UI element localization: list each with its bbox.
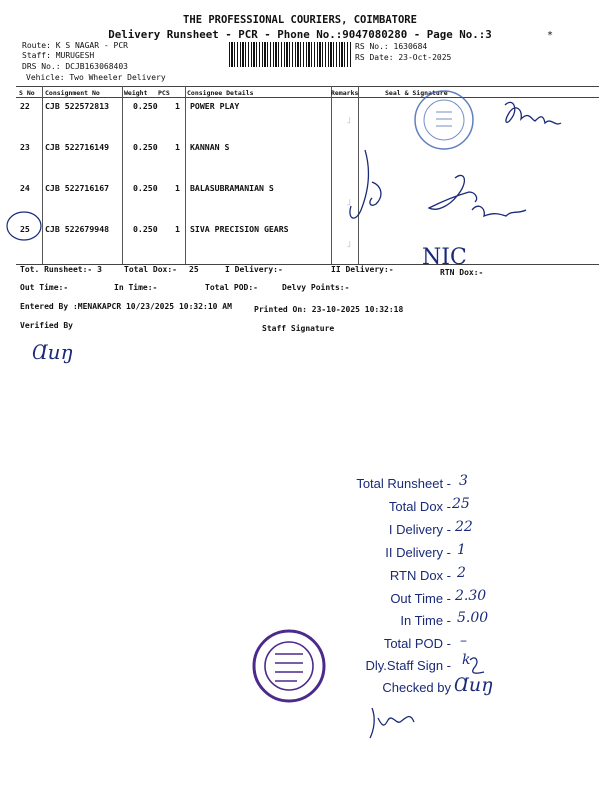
- summary-label: Dly.Staff Sign -: [365, 658, 451, 673]
- total-dox-label: Total Dox:-: [124, 265, 177, 274]
- row-consignment: CJB 522716149: [45, 142, 110, 152]
- total-dox-value: 25: [189, 265, 199, 274]
- row-consignee: KANNAN S: [190, 142, 230, 152]
- runsheet-subtitle: Delivery Runsheet - PCR - Phone No.:9047080280 - Page No.:3: [108, 28, 492, 41]
- summary-label: Out Time -: [390, 591, 451, 606]
- col-header-seal: Seal & Signature: [385, 89, 448, 97]
- row-sno: 25: [20, 224, 30, 234]
- summary-value: 5.00: [457, 610, 489, 626]
- out-time-label: Out Time:-: [20, 283, 69, 292]
- summary-value: 25: [452, 496, 470, 512]
- company-title: THE PROFESSIONAL COURIERS, COIMBATORE: [183, 14, 417, 26]
- total-pod-label: Total POD:-: [205, 283, 258, 292]
- remark-mark: ˩: [346, 240, 352, 250]
- signature-mark: [370, 708, 414, 738]
- row-weight: 0.250: [133, 142, 158, 152]
- row-consignee: BALASUBRAMANIAN S: [190, 183, 274, 193]
- rtn-dox-label: RTN Dox:-: [440, 268, 484, 277]
- printed-on: Printed On: 23-10-2025 10:32:18: [254, 305, 404, 314]
- drs-number: DRS No.: DCJB163068403: [22, 62, 128, 71]
- row-consignment: CJB 522716167: [45, 183, 110, 193]
- col-header-consignee: Consignee Details: [187, 89, 254, 97]
- summary-value: 1: [457, 542, 466, 558]
- row-consignment: CJB 522679948: [45, 224, 110, 234]
- summary-value: 2.30: [455, 588, 487, 604]
- summary-label: Checked by: [382, 680, 451, 695]
- row-pcs: 1: [175, 142, 180, 152]
- summary-value: 22: [455, 519, 473, 535]
- row-consignee: POWER PLAY: [190, 101, 240, 111]
- rs-date: RS Date: 23-Oct-2025: [355, 53, 452, 62]
- tot-runsheet: Tot. Runsheet:- 3: [20, 265, 102, 274]
- route-label: Route: K S NAGAR - PCR: [22, 41, 128, 50]
- nic-handwriting: NIC: [422, 245, 467, 270]
- entered-by: Entered By :MENAKAPCR 10/23/2025 10:32:10 AM: [20, 302, 232, 311]
- row-sno: 23: [20, 142, 30, 152]
- col-header-consignment: Consignment No: [45, 89, 100, 97]
- delvy-points-label: Delvy Points:-: [282, 283, 350, 292]
- row-weight: 0.250: [133, 183, 158, 193]
- row-weight: 0.250: [133, 101, 158, 111]
- summary-value: 3: [459, 473, 468, 489]
- row-pcs: 1: [175, 183, 180, 193]
- summary-value: Ɑuŋ: [454, 674, 494, 696]
- staff-label: Staff: MURUGESH: [22, 51, 95, 60]
- summary-label: II Delivery -: [385, 545, 451, 560]
- remark-mark: ˩: [346, 198, 352, 208]
- i-delivery-label: I Delivery:-: [225, 265, 283, 274]
- remark-mark: ˩: [346, 116, 352, 126]
- summary-value: 2: [457, 565, 466, 581]
- row-weight: 0.250: [133, 224, 158, 234]
- summary-label: Total Runsheet -: [356, 476, 451, 491]
- summary-label: Total POD -: [383, 636, 451, 651]
- col-header-weight: Weight: [124, 89, 148, 97]
- summary-label: I Delivery -: [388, 522, 451, 537]
- summary-value: k: [462, 652, 471, 668]
- verified-by-label: Verified By: [20, 321, 73, 330]
- verified-initials: Ɑuŋ: [32, 340, 74, 364]
- col-header-sno: S No: [19, 89, 35, 97]
- circle-mark: [7, 212, 41, 240]
- signature-mark: [505, 102, 561, 124]
- row-consignment: CJB 522572813: [45, 101, 110, 111]
- row-consignee: SIVA PRECISION GEARS: [190, 224, 289, 234]
- row-sno: 22: [20, 101, 30, 111]
- row-sno: 24: [20, 183, 30, 193]
- signature-mark: [470, 658, 484, 673]
- signature-mark: [350, 150, 381, 218]
- signature-mark: [472, 206, 526, 216]
- col-header-remarks: Remarks: [331, 89, 359, 97]
- summary-value: –: [460, 633, 467, 649]
- vehicle-label: Vehicle: Two Wheeler Delivery: [26, 73, 166, 82]
- col-header-pcs: PCS: [158, 89, 170, 97]
- signature-mark: [429, 175, 477, 209]
- seal-stamp: [415, 91, 473, 149]
- in-time-label: In Time:-: [114, 283, 158, 292]
- row-pcs: 1: [175, 224, 180, 234]
- summary-label: In Time -: [400, 613, 451, 628]
- staff-signature-label: Staff Signature: [262, 324, 335, 333]
- ii-delivery-label: II Delivery:-: [331, 265, 394, 274]
- row-pcs: 1: [175, 101, 180, 111]
- corner-mark: *: [547, 30, 554, 41]
- rs-number: RS No.: 1630684: [355, 42, 428, 51]
- summary-label: Total Dox -: [388, 499, 451, 514]
- summary-label: RTN Dox -: [389, 568, 451, 583]
